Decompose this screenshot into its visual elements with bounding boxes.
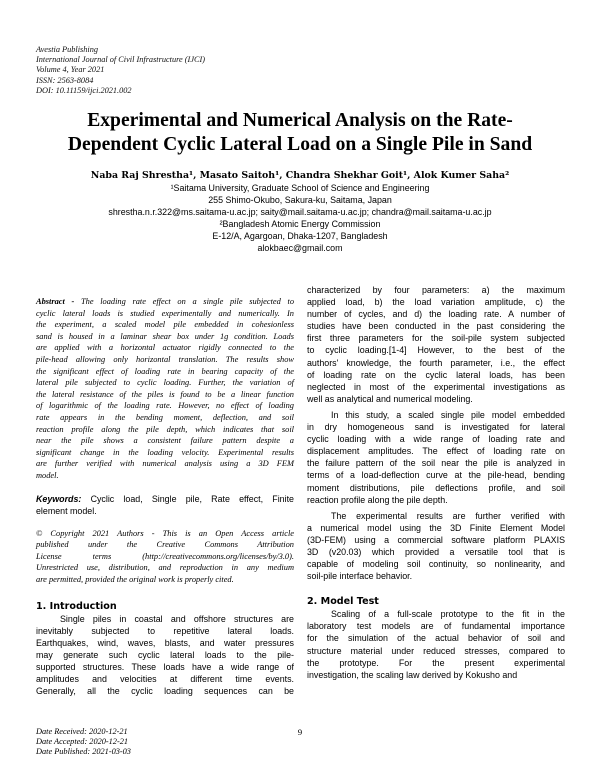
body-line: (3D-FEM) using a commercial software platform PLAXIS [307, 534, 565, 545]
abstract [36, 296, 294, 482]
body-line: number of cycles, and d) the loading rate. A number of [307, 309, 565, 320]
date-published: Date Published: 2021-03-03 [36, 747, 131, 757]
body-line: supported structures. These loads have a wide range of [36, 662, 294, 673]
journal-name: International Journal of Civil Infrastructure (IJCI) [36, 55, 206, 65]
abstract-line: of logarithmic of the loading rate. However, no effect of loading [36, 401, 294, 411]
body-paragraph [307, 510, 565, 583]
body-line: a numerical model using the 3D Finite Element Model [307, 522, 565, 533]
affiliation-emails: shrestha.n.r.322@ms.saitama-u.ac.jp; saity@mail.saitama-u.ac.jp; chandra@mail.saitama-u.ac.jp [108, 207, 492, 218]
body-paragraph [307, 409, 565, 506]
copyright-line: © Copyright 2021 Authors - This is an Open Access article [36, 528, 294, 538]
body-line: for the simulation of the actual behavior of soil and [307, 633, 565, 644]
volume: Volume 4, Year 2021 [36, 65, 105, 75]
body-line: of loading rate on the cyclic lateral loads, has been [307, 369, 565, 380]
copyright-line: published under the Creative Commons Attribution [36, 540, 294, 550]
body-line: well as analytical and numerical modeling. [307, 393, 473, 404]
body-line: applied load, b) the load variation amplitude, c) the [307, 297, 565, 308]
issn: ISSN: 2563-8084 [36, 75, 94, 85]
body-line: to cyclic loading.[1-4] However, to the best of the [307, 345, 565, 356]
abstract-line: significant change in the loading velocity. Experimental results [36, 447, 294, 457]
abstract-line: are applied with a horizontal actuator rigidly connected to the [36, 343, 294, 353]
body-line: authors' knowledge, the fourth parameter, i.e., the effect [307, 357, 565, 368]
body-line: first three parameters for the soil-pile system subjected [307, 333, 565, 344]
affiliation-line: ²Bangladesh Atomic Energy Commission [219, 219, 381, 230]
body-line: terms of a load-deflection curve at the pile-head, bending [307, 470, 565, 481]
body-line: moment distributions, pile deflections profile, and soil [307, 482, 565, 493]
abstract-line: model. [36, 470, 59, 480]
body-line: 3D (v20.03) which provided a versatile tool that is [307, 546, 565, 557]
footer-dates [36, 727, 236, 758]
body-line: studies have been conducted in the past considering the [307, 321, 565, 332]
copyright-line: Unrestricted use, distribution, and reproduction in any medium [36, 563, 294, 573]
body-line: In this study, a scaled single pile model embedded [331, 409, 565, 420]
body-line: Scaling of a full-scale prototype to the fit in the [331, 609, 565, 620]
abstract-line: sand is housed in a laminar shear box under 1g condition. Loads [36, 331, 294, 341]
body-line: displacement amplitudes. The effect of loading rate on [307, 446, 565, 457]
keywords-text: Cyclic load, Single pile, Rate effect, Finite [90, 493, 294, 504]
abstract-line: lateral pile subjected to cyclic loading. Further, the variation of [36, 378, 294, 388]
body-line: neglected in most of the experimental investigations as [307, 381, 565, 392]
introduction-paragraph [36, 613, 294, 698]
title-line-2: Dependent Cyclic Lateral Load on a Single Pile in Sand [67, 133, 533, 155]
abstract-line: The loading rate effect on a single pile subjected to [80, 297, 295, 306]
copyright-notice [36, 528, 294, 586]
body-line: in dry homogeneous sand is investigated for lateral [307, 422, 565, 433]
keywords [36, 493, 294, 517]
copyright-line: License terms (http://creativecommons.org/licenses/by/3.0). [36, 551, 294, 561]
affiliation-email: alokbaec@gmail.com [257, 243, 343, 254]
affiliation-line: ¹Saitama University, Graduate School of Science and Engineering [170, 183, 430, 193]
abstract-line: cyclic lateral loads is studied experimentally and numerically. In [36, 308, 294, 318]
body-line: The experimental results are further verified with [331, 510, 565, 521]
affiliation-line: 255 Shimo-Okubo, Sakura-ku, Saitama, Japan [208, 195, 392, 206]
body-line: laboratory test models are of fundamental importance [307, 621, 565, 632]
keywords-text: element model. [36, 505, 97, 516]
author-list: Naba Raj Shrestha¹, Masato Saitoh¹, Chandra Shekhar Goit¹, Alok Kumer Saha² [90, 170, 510, 181]
date-accepted: Date Accepted: 2020-12-21 [36, 737, 129, 747]
body-line: reaction profile along the pile depth. [307, 494, 448, 505]
section-heading-model-test: 2. Model Test [307, 596, 379, 608]
abstract-line: rate appears in the bending moment, deflection, and soil [36, 412, 294, 422]
body-line: Earthquakes, wind, waves, blasts, and water pressures [36, 637, 294, 648]
body-line: structure material under reduced stresses, compared to [307, 645, 565, 656]
body-line: amplitudes and velocities at different time events. [36, 674, 294, 685]
abstract-line: near the pile shows a consistent failure pattern despite a [36, 436, 294, 446]
section-heading-introduction: 1. Introduction [36, 600, 117, 612]
abstract-line: are further verified with numerical analysis using a 3D FEM [36, 459, 294, 469]
abstract-label: Abstract - [36, 297, 75, 306]
body-line: inevitably subjected to repetitive lateral loads. [36, 625, 294, 636]
body-line: the prototype. For the present experimental [307, 657, 565, 668]
body-paragraph [307, 284, 565, 405]
publisher: Avestia Publishing [36, 45, 98, 54]
body-line: the failure pattern of the soil near the pile is analyzed in [307, 458, 565, 469]
keywords-label: Keywords: [36, 493, 82, 504]
copyright-line: are permitted, provided the original work is properly cited. [36, 575, 234, 585]
abstract-line: pile-head allowing only horizontal translation. The results show [36, 354, 294, 364]
body-line: characterized by four parameters: a) the maximum [307, 285, 565, 295]
paper-title [20, 109, 580, 156]
abstract-line: the experiment, a scaled model pile embedded in cohesionless [36, 320, 294, 330]
right-column [307, 284, 565, 681]
body-line: cyclic loading with a wide range of loading rate and [307, 434, 565, 445]
body-line: Single piles in coastal and offshore structures are [60, 613, 294, 624]
body-paragraph [307, 608, 565, 681]
body-line: soil-pile interface behavior. [307, 571, 413, 582]
date-received: Date Received: 2020-12-21 [36, 727, 128, 736]
doi: DOI: 10.11159/ijci.2021.002 [36, 85, 132, 95]
body-line: capable of modeling soil continuity, so nonlinearity, and [307, 559, 565, 570]
affiliation-line: E-12/A, Agargoan, Dhaka-1207, Bangladesh [212, 231, 388, 242]
body-line: may generate such cyclic lateral loads to the pile- [36, 649, 294, 660]
left-column [36, 296, 294, 697]
journal-header [36, 45, 336, 96]
affiliations [20, 182, 580, 255]
abstract-line: the lateral resistance of the piles is found to be a linear function [36, 389, 294, 399]
page-number: 9 [297, 727, 303, 737]
body-line: Generally, all the cyclic loading sequences can be [36, 686, 294, 697]
title-line-1: Experimental and Numerical Analysis on the Rate- [87, 110, 513, 131]
abstract-line: reaction profile along the pile depth, which indicates that soil [36, 424, 294, 434]
body-line: investigation, the scaling law derived by Kokusho and [307, 669, 518, 680]
abstract-line: the significant effect of loading rate in bearing capacity of the [36, 366, 294, 376]
